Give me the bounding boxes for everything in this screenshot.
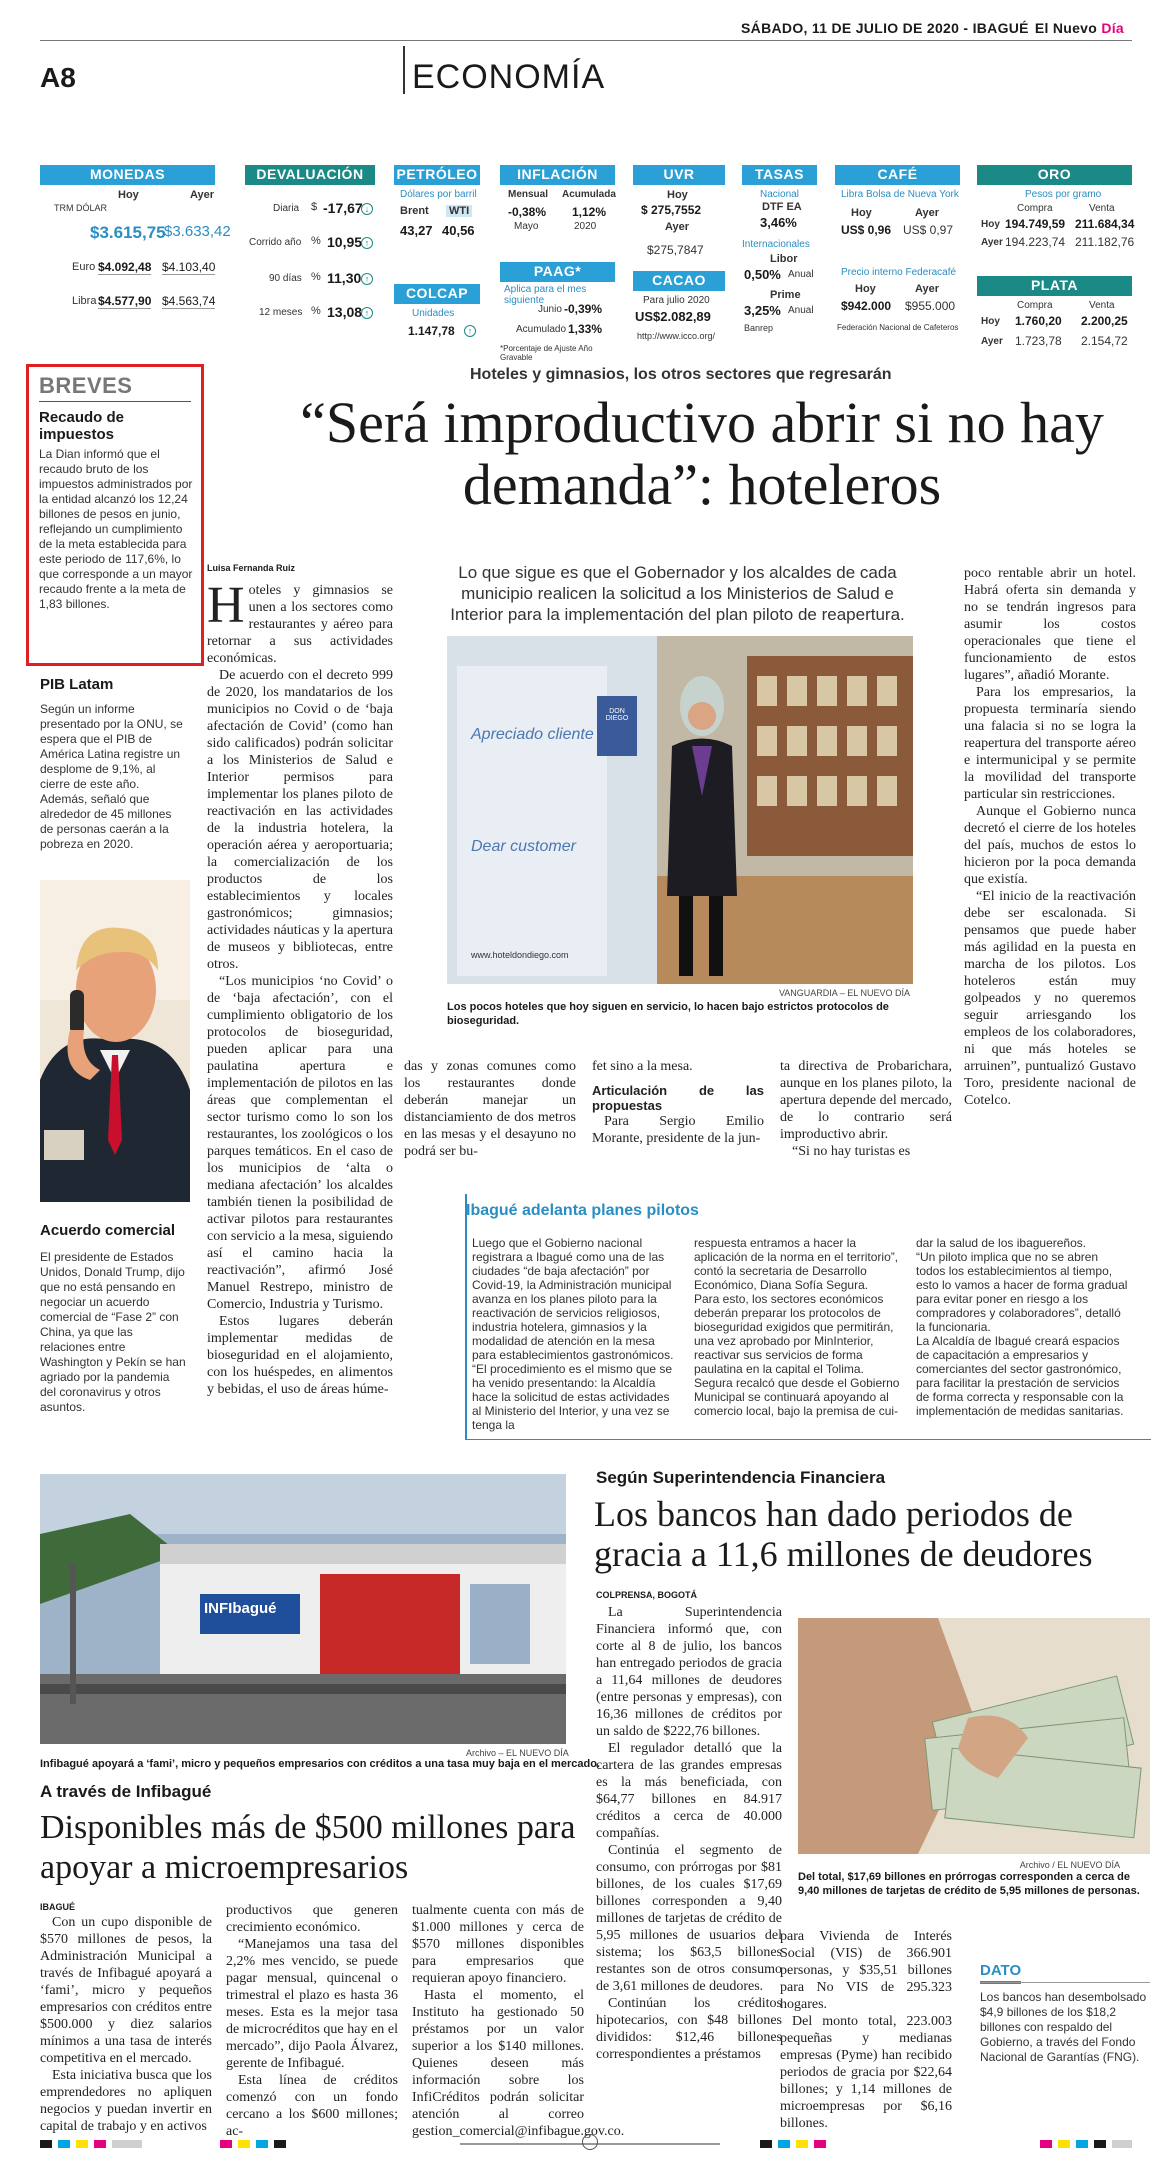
value: 11,30 [327, 270, 362, 286]
market-paag [500, 262, 615, 362]
label: Corrido año [249, 237, 302, 248]
article-kicker: Hoteles y gimnasios, los otros sectores que regresarán [470, 366, 892, 383]
article-headline: Los bancos han dado periodos de gracia a 11,6 millones de deudores [594, 1494, 1093, 1574]
ibague-column-1 [472, 1236, 678, 1432]
value: $4.103,40 [162, 260, 216, 274]
value: 3,25% [744, 303, 781, 318]
photo-sign-logo: DON DIEGO [605, 708, 629, 722]
paragraph: “Los municipios ‘no Covid’ o de ‘baja afectación’, con el cumplimiento obligatorio de los protocolos de bioseguridad, pueden aplicar para una paulatina apertura e implementación de pilotos en las áreas que complementan el sector turismo como lo son los restaurantes, los zoológicos o los parques temáticos. En el caso de los municipios de ‘alta o mediana afectación’ los alcaldes también tienen la posibilidad de activar pilotos para restaurantes con servicio a la mesa, siguiendo así el camino hacia la reactivación”, afirmó José Manuel Restrepo, ministro de Comercio, Industria y Turismo. [207, 974, 393, 1312]
ibague-title: Ibagué adelanta planes pilotos [466, 1202, 699, 1219]
value: -0,39% [564, 302, 603, 316]
photo-credit: VANGUARDIA – EL NUEVO DÍA [778, 988, 910, 998]
value: 3,46% [760, 215, 797, 230]
hotel-photo [447, 636, 913, 984]
label: Compra [1017, 203, 1053, 214]
label: Ayer [981, 336, 1003, 347]
label: Hoy [981, 219, 1000, 230]
value: 2.200,25 [1081, 314, 1128, 328]
value: 1,12% [572, 205, 607, 219]
infibague-column-3 [412, 1902, 625, 2140]
paragraph: Para Sergio Emilio Morante, presidente de la jun- [592, 1114, 764, 1146]
value: -17,67 [323, 200, 363, 216]
colcap-title: COLCAP [405, 285, 469, 301]
tasas-title: TASAS [755, 166, 804, 182]
value: 194.223,74 [1005, 235, 1066, 249]
label: Venta [1089, 300, 1115, 311]
label: TRM DÓLAR [54, 203, 108, 213]
header-date: SÁBADO, 11 DE JULIO DE 2020 - IBAGUÉ El Nuevo Día [741, 20, 1124, 36]
section-divider [403, 46, 405, 94]
label: Anual [788, 269, 814, 280]
footnote: *Porcentaje de Ajuste Año Gravable [500, 344, 593, 362]
value: 2.154,72 [1081, 334, 1128, 348]
label: Mensual [508, 189, 549, 200]
dato-title: DATO [980, 1962, 1021, 1984]
article-byline: Luisa Fernanda Ruiz [207, 563, 296, 573]
label: Dólares por barril [400, 189, 477, 200]
plata-title: PLATA [1030, 277, 1079, 293]
value: 10,95 [327, 234, 363, 250]
registration-mark-icon [582, 2134, 598, 2150]
label: % [311, 271, 321, 283]
oro-title: ORO [1037, 166, 1072, 182]
source-link: http://www.icco.org/ [637, 331, 716, 341]
label: Ayer [190, 189, 215, 201]
infibague-sign: INFIbagué [204, 1600, 277, 1617]
label: Acumulado [516, 324, 567, 335]
article-column-4 [780, 1058, 952, 1160]
paragraph: Hasta el momento, el Instituto ha gestionado 50 préstamos por un valor superior a los $140 millones. Quienes deseen más información sobre los InfiCréditos podrán solicitar atención al correo gestion_comercial@infibague.gov.co. [412, 1988, 625, 2139]
trump-photo [40, 880, 190, 1202]
label: WTI [446, 205, 472, 217]
source: Federación Nacional de Cafeteros [837, 323, 959, 332]
paragraph: Para esto, los sectores económicos deberán preparar los protocolos de bioseguridad exigidos que permitirán, una vez aprobado por MinInterior, reactivar sus servicios de forma paulatina en la capital el Tolima. [694, 1292, 894, 1376]
article-byline: IBAGUÉ [40, 1902, 76, 1912]
value: 13,08 [327, 304, 363, 320]
value: $3.633,42 [164, 223, 231, 240]
paragraph: La Superintendencia Financiera informó que, con corte al 8 de julio, los bancos han entregado periodos de gracia a 11,64 millones de deudores (entre personas y empresas), con 16,36 millones de créditos por un saldo de $222,76 billones. [596, 1605, 782, 1739]
photo-credit: Archivo / EL NUEVO DÍA [1019, 1860, 1120, 1870]
money-photo [798, 1618, 1150, 1854]
pull-quote: Lo que sigue es que el Gobernador y los alcaldes de cada municipio realicen la solicitud a los Ministerios de Salud e Interior para la implementación del plan piloto de reapertura. [450, 563, 905, 624]
arrow-up-icon: ↑ [361, 273, 373, 285]
photo-caption: Infibagué apoyará a ‘fami’, micro y pequeños empresarios con créditos a una tasa muy baja en el mercado. [40, 1758, 600, 1770]
label: % [311, 305, 321, 317]
label: Brent [400, 205, 429, 217]
dato-rule [980, 1982, 1150, 1983]
photo-caption: Del total, $17,69 billones en prórrogas corresponden a cerca de 9,40 millones de tarjetas de crédito de 5,95 millones de personas. [798, 1871, 1140, 1897]
value: US$ 0,96 [841, 223, 892, 237]
article-column-3 [592, 1058, 764, 1147]
label: Unidades [412, 308, 455, 319]
paragraph: fet sino a la mesa. [592, 1059, 693, 1074]
paragraph: Con un cupo disponible de $570 millones de pesos, la Administración Municipal a través de Infibagué apoyará a ‘fami’, micro y pequeños empresarios con créditos entre $500.000 y diez salarios mínimos a una tasa de interés competitiva en el mercado. [40, 1915, 212, 2066]
paragraph: El regulador detalló que la cartera de las grandes empresas es la más beneficiada, con $64,77 billones en 84.917 créditos a cerca de 40.000 compañías. [596, 1741, 782, 1841]
market-oro [977, 165, 1135, 249]
value: 40,56 [442, 223, 475, 238]
infibague-column-2 [226, 1902, 398, 2140]
dato-text: Los bancos han desembolsado $4,9 billones de los $18,2 billones con respaldo del Gobierno, a través del Fondo Nacional de Garantías (FNG). [980, 1990, 1147, 2064]
article-column-2 [404, 1058, 576, 1160]
article-byline: COLPRENSA, BOGOTÁ [596, 1590, 698, 1600]
market-inflacion [500, 165, 615, 245]
brief-heading: Recaudo de impuestos [39, 409, 125, 443]
ibague-column-3 [916, 1236, 1128, 1418]
label: $ [311, 201, 318, 213]
paragraph: ta directiva de Probarichara, aunque en los planes piloto, la apertura depende del mercado, de lo contrario será improductivo abrir. [780, 1059, 952, 1142]
brand-logo: El Nuevo Día [1034, 20, 1124, 36]
arrow-down-icon: ↓ [361, 203, 373, 215]
label: Libra Bolsa de Nueva York [841, 189, 959, 200]
arrow-up-icon: ↑ [464, 325, 476, 337]
brief-heading: PIB Latam [40, 676, 114, 693]
label: Libra [72, 295, 97, 307]
petroleo-title: PETRÓLEO [396, 166, 478, 182]
value: $4.092,48 [98, 260, 152, 274]
value: US$2.082,89 [635, 309, 711, 324]
value: $ 275,7552 [641, 203, 702, 217]
label: Hoy [981, 316, 1000, 327]
photo-sign-text: Apreciado cliente [471, 726, 594, 743]
value: 43,27 [400, 223, 433, 238]
infibague-column-1 [40, 1914, 212, 2135]
paragraph: “El inicio de la reactivación debe ser escalonada. Si pensamos que puede haber más agilidad en la puesta en marcha de los pilotos. Los hoteleros están muy golpeados y no queremos seguir arriesgando los empleos de los colaboradores, ni que más hoteles se arruinen”, puntualizó Gustavo Toro, presidente nacional de Cotelco. [964, 889, 1136, 1108]
label: Ayer [915, 283, 940, 295]
paragraph: “Manejamos una tasa del 2,2% mes vencido, se puede pagar mensual, quincenal o trimestral el plazo es hasta 36 meses. Esta es la mejor tasa de microcréditos que hay en el mercado”, dijo Paola Álvarez, gerente de Infibagué. [226, 1937, 398, 2071]
paragraph: productivos que generen crecimiento económico. [226, 1903, 398, 1935]
label: Hoy [851, 207, 872, 219]
breves-title: BREVES [39, 373, 133, 398]
paragraph: Estos lugares deberán implementar medidas de bioseguridad en el alojamiento, con los huéspedes, en alimentos y bebidas, el uso de áreas húme- [207, 1314, 393, 1397]
devaluacion-title: DEVALUACIÓN [256, 166, 364, 182]
brief-text: El presidente de Estados Unidos, Donald Trump, dijo que no está pensando en negociar un acuerdo comercial de “Fase 2” con China, ya que las relaciones entre Washington y Pekín se han agriado por la pandemia del coronavirus y otros asuntos. [40, 1250, 186, 1414]
label: Euro [72, 261, 96, 273]
paragraph: dar la salud de los ibaguereños. [916, 1236, 1087, 1250]
label: Hoy [667, 189, 688, 201]
value: 1.723,78 [1015, 334, 1062, 348]
drop-cap: H [207, 577, 245, 634]
photo-credit: Archivo – EL NUEVO DÍA [466, 1748, 569, 1758]
label: Junio [538, 304, 562, 315]
paragraph: Aunque el Gobierno nunca decretó el cierre de los hoteles del país, muchos de estos lo hicieron por la poca demanda que existía. [964, 804, 1136, 887]
paragraph: Esta iniciativa busca que los emprendedores no apliquen negocios y puedan invertir en capital de trabajo y en activos [40, 2068, 212, 2134]
value: $4.577,90 [98, 294, 152, 308]
arrow-up-icon: ↑ [361, 307, 373, 319]
photo-sign-text: www.hoteldondiego.com [471, 950, 569, 960]
label: Prime [770, 289, 801, 301]
value: 211.182,76 [1075, 235, 1135, 249]
label: Ayer [665, 221, 690, 233]
label: Libor [770, 253, 798, 265]
inflacion-title: INFLACIÓN [517, 166, 598, 182]
label: Ayer [981, 237, 1003, 248]
paragraph: Esta línea de créditos comenzó con un fondo cercano a los $600 millones; ac- [226, 2073, 398, 2139]
label: 2020 [574, 221, 597, 232]
paragraph: tualmente cuenta con más de $1.000 millones y cerca de $570 millones disponibles para empresarios que requieran apoyo financiero. [412, 1903, 584, 1986]
market-devaluacion [245, 165, 375, 320]
value: US$ 0,97 [903, 223, 954, 237]
bancos-column-1 [596, 1604, 782, 2063]
paragraph: “Un piloto implica que no se abren todos los establecimientos al tiempo, esto lo vamos a hacer de forma gradual para evitar poner en riesgo a los compradores y colaboradores”, detalló la funcionaria. [916, 1250, 1128, 1334]
value: 1.760,20 [1015, 314, 1062, 328]
header-rule [40, 40, 1132, 41]
photo-sign-text: Dear customer [471, 838, 576, 855]
value: 211.684,34 [1075, 217, 1135, 231]
brief-heading: Acuerdo comercial [40, 1222, 176, 1239]
value: $955.000 [905, 299, 956, 313]
paragraph: para Vivienda de Interés Social (VIS) de 366.901 personas, y $35,51 billones para No VIS de 295.323 hogares. [780, 1929, 952, 2012]
article-column-1 [207, 577, 393, 1398]
label: 90 días [269, 273, 302, 284]
value: $3.615,75 [90, 223, 166, 242]
label: Pesos por gramo [1025, 189, 1102, 200]
cacao-title: CACAO [652, 272, 706, 288]
paragraph: Continúan los créditos hipotecarios, con $48 billones divididos: $12,46 billones correspondientes a préstamos [596, 1996, 782, 2062]
paragraph: Luego que el Gobierno nacional registrara a Ibagué como una de las ciudades “de baja afectación” por Covid-19, la Administración municipal avanza en los planes piloto para la reactivación de servicios religiosos, industria hotelera, gimnasios y la modalidad de atención en la mesa para establecimientos gastronómicos. [472, 1236, 674, 1362]
label: Compra [1017, 300, 1053, 311]
label: % [311, 235, 321, 247]
value: 194.749,59 [1005, 217, 1066, 231]
market-cafe [835, 165, 960, 345]
value: $4.563,74 [162, 294, 216, 308]
article-kicker: A través de Infibagué [40, 1782, 212, 1801]
value: 0,50% [744, 267, 781, 282]
paragraph: das y zonas comunes como los restaurantes donde deberán manejar un distanciamiento de dos metros en las mesas y el desayuno no podrá ser bu- [404, 1059, 576, 1159]
cafe-title: CAFÉ [877, 166, 918, 182]
paragraph: oteles y gimnasios se unen a los sectores como restaurantes y aéreo para retornar a sus actividades económicas. [207, 583, 393, 666]
market-cacao [633, 271, 725, 345]
brief-text: Según un informe presentado por la ONU, se espera que el PIB de América Latina registre un desplome de 9,1%, al cierre de este año. Además, señaló que alrededor de 45 millones de personas caerán a la pobreza en 2020. [40, 702, 183, 851]
brief-text: La Dian informó que el recaudo bruto de los impuestos administrados por la entidad alcanzó los 12,24 billones de pesos en junio, reflejando un cumplimiento de la meta establecida para este periodo de 117,6%, lo que corresponde a un mayor recaudo frente a la meta de 1,83 billones. [39, 447, 193, 611]
label: Acumulada [562, 189, 616, 200]
subheading: Articulación de las propuestas [592, 1083, 764, 1113]
paragraph: La Alcaldía de Ibagué creará espacios de capacitación a empresarios y comerciantes del sector gastronómico, para facilitar la prestación de servicios de forma correcta y responsable con la implementación de medidas sanitarias. [916, 1334, 1124, 1418]
article-headline: Disponibles más de $500 millones para apoyar a microempresarios [40, 1809, 576, 1886]
paragraph: poco rentable abrir un hotel. Habrá oferta sin demanda y no se tendrán ingresos para asumir los costos operacionales que tiene el funcionamiento de estos lugares”, añadió Morante. [964, 566, 1136, 683]
arrow-up-icon: ↑ [361, 237, 373, 249]
uvr-title: UVR [663, 166, 695, 182]
section-title: ECONOMÍA [412, 58, 606, 96]
label: Diaria [273, 203, 300, 214]
article-headline: “Será improductivo abrir si no hay demanda”: hoteleros [300, 390, 1104, 517]
breves-rule [39, 401, 191, 402]
paragraph: “Si no hay turistas es [792, 1144, 911, 1159]
label: Venta [1089, 203, 1115, 214]
label: Aplica para el mes siguiente [504, 284, 587, 306]
source: Banrep [744, 323, 774, 333]
bancos-column-2 [780, 1928, 952, 2132]
label: Nacional [760, 189, 799, 200]
value: $275,7847 [647, 243, 704, 257]
market-petroleo [394, 165, 480, 238]
value: 1.147,78 [408, 324, 455, 338]
label: Ayer [915, 207, 940, 219]
article-kicker: Según Superintendencia Financiera [596, 1468, 886, 1487]
market-tasas [742, 165, 817, 345]
paragraph: “El procedimiento es el mismo que se ha venido presentando: la Alcaldía hace la solicitud de estas actividades al Ministerio del Interior, y una vez se tenga la [472, 1362, 673, 1432]
label: Precio interno Federacafé [841, 267, 957, 278]
photo-caption: Los pocos hoteles que hoy siguen en servicio, lo hacen bajo estrictos protocolos de bioseguridad. [447, 1001, 889, 1027]
ibague-column-2 [694, 1236, 900, 1418]
market-colcap [394, 284, 480, 344]
market-monedas [40, 165, 231, 315]
paag-title: PAAG* [533, 263, 582, 279]
label: 12 meses [259, 307, 303, 318]
label: Mayo [514, 221, 539, 232]
value: 1,33% [568, 322, 603, 336]
page-number: A8 [40, 62, 76, 93]
breves-box [26, 364, 204, 666]
paragraph: respuesta entramos a hacer la aplicación de la norma en el territorio”, contó la secretaria de Desarrollo Económico, Diana Sofía Segura. [694, 1236, 899, 1292]
label: Anual [788, 305, 814, 316]
label: Internacionales [742, 239, 810, 250]
paragraph: Del monto total, 223.003 pequeñas y medianas empresas (Pyme) han recibido periodos de gracia por $22,64 billones; y 1,14 millones de microempresas por $6,16 billones. [780, 2014, 952, 2131]
paragraph: Segura recalcó que desde el Gobierno Municipal se continuará apoyando al comercio local, bajo la premisa de cui- [694, 1376, 900, 1418]
label: Para julio 2020 [643, 295, 710, 306]
infibague-photo [40, 1474, 566, 1744]
label: Hoy [118, 189, 139, 201]
paragraph: Continúa el segmento de consumo, con prórrogas por $81 billones, de los cuales $17,69 billones corresponden a 9,40 millones de tarjetas de crédito de 5,95 millones de usuarios del sistema; los $63,5 billones restantes son de otros consumo de 3,61 millones de deudores. [596, 1843, 782, 1994]
label: Hoy [855, 283, 876, 295]
paragraph: De acuerdo con el decreto 999 de 2020, los mandatarios de los municipios no Covid o de ‘baja afectación de Covid’ (como han sido calificados) podrán solicitar a los Ministerios de Salud e Interior permisos para implementar los planes piloto de reactivación en las actividades de la industria hotelera, la operación aérea y aeroportuaria; la comercialización de los productos de los establecimientos y locales gastronómicos; gimnasios; actividades náuticas y la apertura de museos y bibliotecas, entre otros. [207, 668, 393, 972]
value: -0,38% [508, 205, 547, 219]
article-column-5 [964, 565, 1136, 1109]
market-plata [977, 276, 1132, 346]
monedas-title: MONEDAS [89, 166, 166, 182]
market-uvr [633, 165, 725, 257]
paragraph: Para los empresarios, la propuesta terminaría siendo una falacia si no se logra la reapertura del transporte aéreo e intermunicipal y se permite la movilidad del transporte particular sin restricciones. [964, 685, 1136, 802]
value: $942.000 [841, 299, 892, 313]
label: DTF EA [762, 201, 802, 213]
